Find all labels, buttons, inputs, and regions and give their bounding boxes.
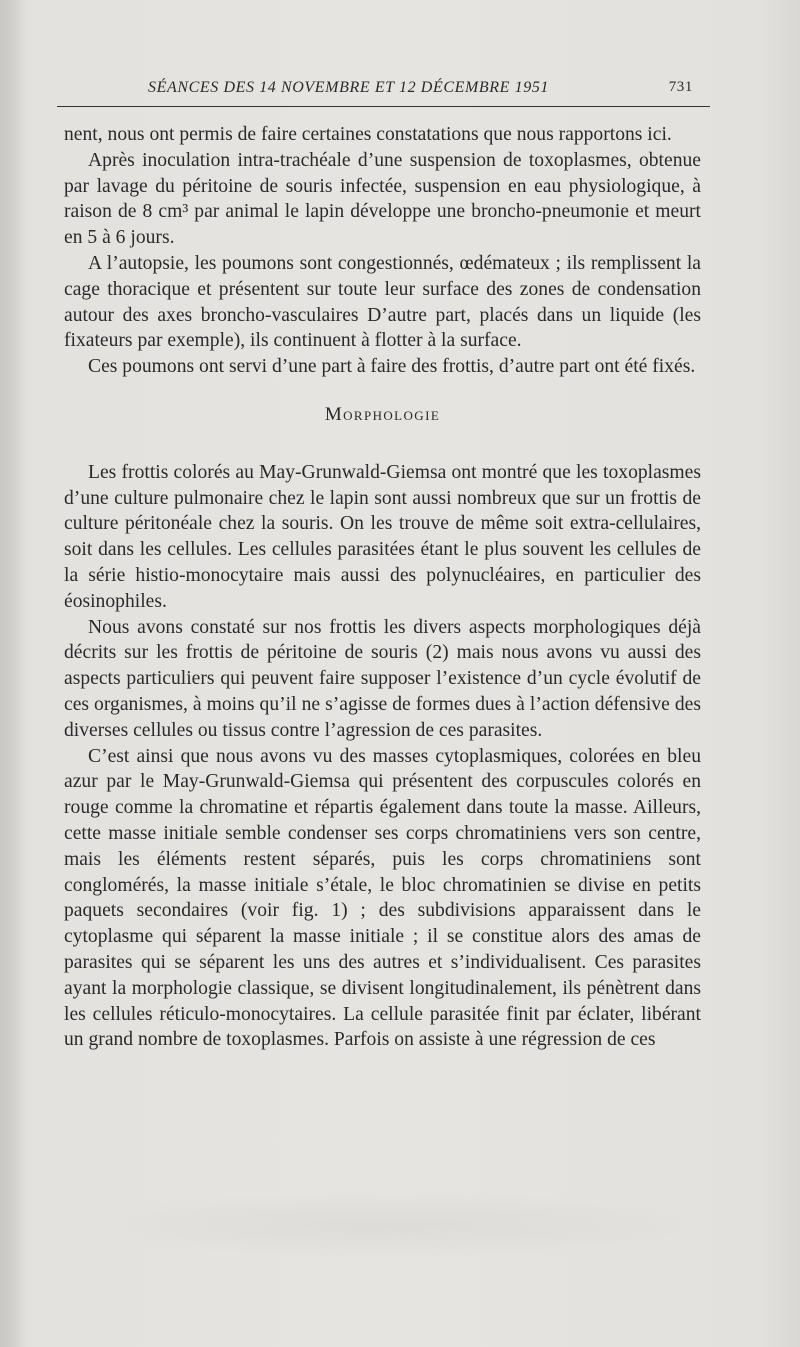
- running-head-title: SÉANCES DES 14 NOVEMBRE ET 12 DÉCEMBRE 1951: [148, 79, 550, 96]
- section-heading: Morphologie: [324, 403, 441, 425]
- paragraph-7: C’est ainsi que nous avons vu des masses cytoplasmiques, colorées en bleu azur par le May-Grunwald-Giemsa qui présentent des corpuscules colorés en rouge comme la chromatine et répartis également dans toute la masse. Ailleurs, cette masse initiale semble condenser ses corps chromatiniens vers son centre, mais les éléments restent séparés, puis les corps chromatiniens sont conglomérés, la masse initiale s’étale, le bloc chromatinien se divise en petits paquets secondaires (voir fig. 1) ; des subdivisions apparaissent dans le cytoplasme qui séparent la masse initiale ; il se constitue alors des amas de parasites qui se séparent les uns des autres et s’individualisent. Ces parasites ayant la morphologie classique, se divisent longitudinalement, ils pénètrent dans les cellules réticulo-monocytaires. La cellule parasitée finit par éclater, libérant un grand nombre de toxoplasmes. Parfois on assiste à une régression de ces: [64, 745, 701, 1051]
- bleed-through-shadow: [80, 1190, 700, 1260]
- paragraph-5: Les frottis colorés au May-Grunwald-Giemsa ont montré que les toxoplasmes d’une culture pulmonaire chez le lapin sont aussi nombreux que sur un frottis de culture péritonéale chez la souris. On les trouve de même soit extra-cellulaires, soit dans les cellules. Les cellules parasitées étant le plus souvent les cellules de la série histio-monocytaire mais aussi des polynucléaires, en particulier des éosinophiles.: [64, 461, 701, 612]
- paragraph-4: Ces poumons ont servi d’une part à faire des frottis, d’autre part ont été fixés.: [88, 356, 696, 378]
- page-edge-shadow: [0, 0, 26, 1347]
- page-number: 731: [668, 79, 693, 95]
- body-text: [64, 122, 701, 1053]
- paragraph-1: nent, nous ont permis de faire certaines constatations que nous rapportons ici.: [64, 124, 672, 145]
- paragraph-3: A l’autopsie, les poumons sont congestionnés, œdémateux ; ils remplissent la cage thoracique et présentent sur toute leur surface des zones de condensation autour des axes broncho-vasculaires D’autre part, placés dans un liquide (les fixateurs par exemple), ils continuent à flotter à la surface.: [64, 252, 701, 352]
- paragraph-6: Nous avons constaté sur nos frottis les divers aspects morphologiques déjà décrits sur les frottis de péritoine de souris (2) mais nous avons vu aussi des aspects particuliers qui peuvent faire supposer l’existence d’un cycle évolutif de ces organismes, à moins qu’il ne s’agisse de formes dues à l’action défensive des diverses cellules ou tissus contre l’agression de ces parasites.: [64, 616, 701, 741]
- running-head: [148, 77, 693, 103]
- header-rule: [57, 106, 710, 107]
- paragraph-2: Après inoculation intra-trachéale d’une suspension de toxoplasmes, obtenue par lavage du péritoine de souris infectée, suspension en eau physiologique, à raison de 8 cm³ par animal le lapin développe une broncho-pneumonie et meurt en 5 à 6 jours.: [64, 149, 701, 249]
